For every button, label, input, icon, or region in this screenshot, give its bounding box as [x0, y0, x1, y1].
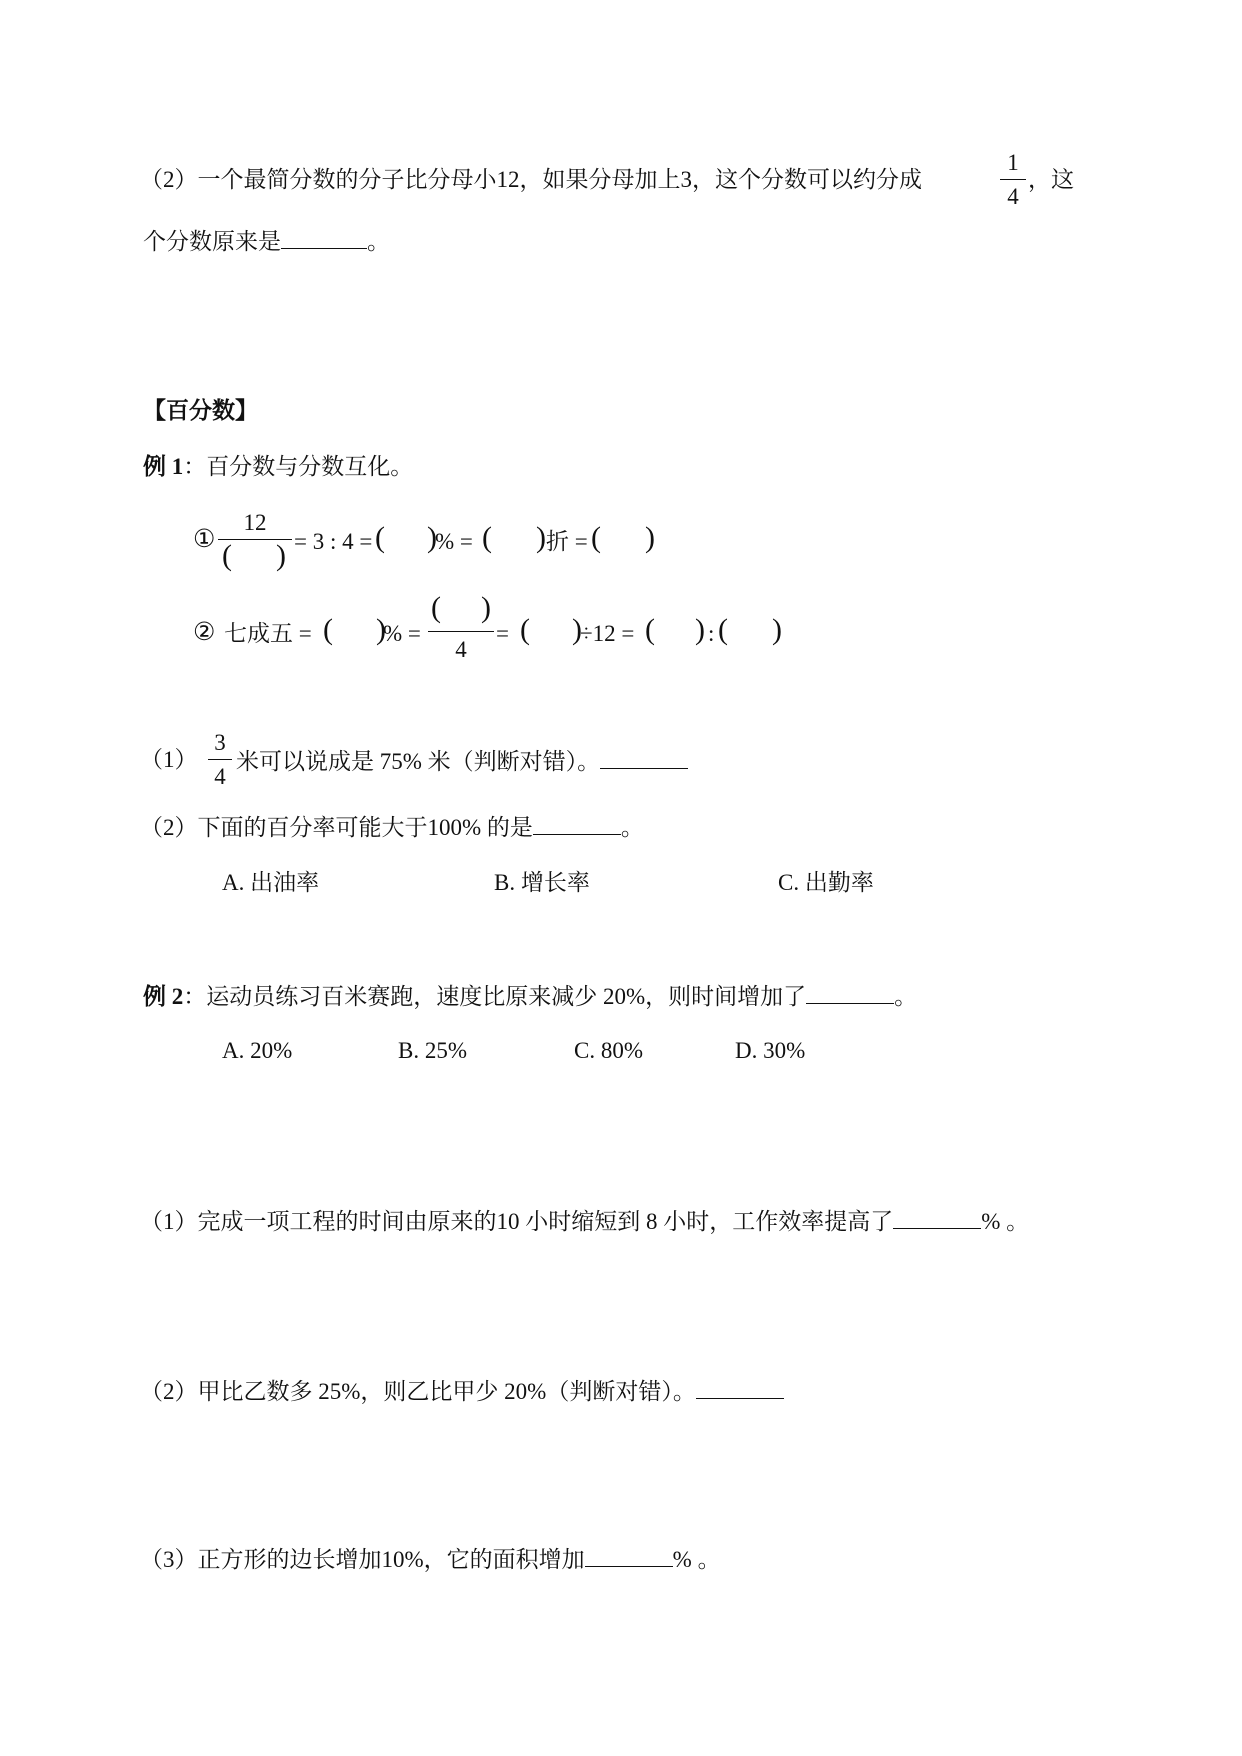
circled-one-marker: ①	[193, 526, 216, 553]
sub2-option-b[interactable]: B. 增长率	[494, 870, 590, 895]
line-end-punct: % 。	[981, 1209, 1030, 1234]
example2-option-b[interactable]: B. 25%	[398, 1038, 467, 1063]
practice3-line	[140, 1546, 721, 1571]
left-paren: (	[323, 613, 333, 646]
sub2-option-a[interactable]: A. 出油率	[222, 870, 320, 895]
example2-option-c[interactable]: C. 80%	[574, 1038, 643, 1063]
right-paren: )	[772, 613, 782, 646]
row2-qichengwu: 七成五 =	[224, 621, 312, 646]
line-end-punct: 。	[894, 984, 918, 1009]
prev-question-line2-text: 个分数原来是	[143, 229, 281, 254]
example1-label: 例 1	[143, 454, 184, 479]
right-paren: )	[695, 613, 705, 646]
right-paren: )	[427, 521, 437, 554]
fraction-denominator: 4	[1007, 184, 1019, 209]
fraction-numerator: 3	[214, 730, 226, 755]
example2-label: 例 2	[143, 984, 184, 1009]
practice3-text: （3）正方形的边长增加10%，它的面积增加	[140, 1547, 585, 1572]
fraction-denominator: 4	[455, 637, 467, 662]
left-paren: (	[718, 613, 728, 646]
example2-line	[143, 983, 917, 1008]
line-end-punct: 。	[367, 229, 390, 254]
practice2-line	[140, 1378, 784, 1403]
left-paren: (	[520, 613, 530, 646]
example2-option-a[interactable]: A. 20%	[222, 1038, 293, 1063]
left-paren: (	[431, 591, 441, 624]
answer-blank[interactable]	[585, 1546, 673, 1567]
sub1-fraction	[208, 730, 232, 790]
left-paren: (	[222, 539, 232, 572]
left-paren: (	[591, 521, 601, 554]
fraction-bar	[428, 631, 494, 632]
row1-zhe-eq: 折 =	[546, 529, 588, 554]
prev-question-fraction	[1000, 150, 1026, 210]
practice2-text: （2）甲比乙数多 25%，则乙比甲少 20%（判断对错）。	[140, 1379, 696, 1404]
right-paren: )	[536, 521, 546, 554]
prev-question-line2	[143, 228, 390, 253]
row2-colon: :	[708, 621, 715, 646]
sub1-text: 米可以说成是 75% 米（判断对错）。	[236, 749, 601, 774]
right-paren: )	[376, 613, 386, 646]
row2-eq: =	[496, 621, 509, 646]
answer-blank[interactable]	[281, 228, 367, 249]
right-paren: )	[572, 613, 582, 646]
example1-text: ：百分数与分数互化。	[183, 454, 414, 479]
row2-fraction	[428, 591, 494, 663]
right-paren: )	[276, 539, 286, 572]
circled-two-marker: ②	[193, 619, 216, 646]
sub1-line	[236, 748, 688, 773]
prev-question-text: （2）一个最简分数的分子比分母小12，如果分母加上3，这个分数可以约分成	[140, 167, 922, 192]
example1-heading	[143, 455, 413, 478]
fraction-bar	[208, 759, 232, 760]
section-title: 【百分数】	[143, 398, 258, 423]
practice1-line	[140, 1208, 1029, 1233]
answer-blank[interactable]	[893, 1208, 981, 1229]
row1-percent-eq: % =	[435, 529, 473, 554]
sub2-option-c[interactable]: C. 出勤率	[778, 870, 874, 895]
answer-blank[interactable]	[600, 748, 688, 769]
fraction-numerator: 12	[243, 510, 267, 535]
left-paren: (	[482, 521, 492, 554]
line-end-punct: 。	[620, 815, 644, 840]
row2-percent-eq: % =	[383, 621, 421, 646]
right-paren: )	[645, 521, 655, 554]
prev-question-tail: ，这	[1028, 167, 1074, 192]
answer-blank[interactable]	[696, 1378, 784, 1399]
practice1-text: （1）完成一项工程的时间由原来的10 小时缩短到 8 小时，工作效率提高了	[140, 1209, 894, 1234]
sub2-text: （2）下面的百分率可能大于100% 的是	[140, 815, 533, 840]
row2-div12: ÷12 =	[580, 621, 635, 646]
left-paren: (	[375, 521, 385, 554]
sub1-number: （1）	[140, 747, 198, 772]
example2-option-d[interactable]: D. 30%	[735, 1038, 806, 1063]
prev-question-line1	[140, 168, 922, 191]
fraction-bar	[1000, 179, 1026, 180]
sub2-line	[140, 814, 644, 839]
right-paren: )	[481, 591, 491, 624]
answer-blank[interactable]	[533, 814, 621, 835]
left-paren: (	[645, 613, 655, 646]
example2-text: ：运动员练习百米赛跑，速度比原来减少 20%，则时间增加了	[183, 984, 807, 1009]
row1-eq-ratio: = 3 : 4 =	[294, 529, 373, 554]
row1-fraction	[218, 510, 292, 576]
fraction-numerator: 1	[1007, 150, 1019, 175]
answer-blank[interactable]	[806, 983, 894, 1004]
fraction-denominator: 4	[214, 764, 226, 789]
line-end-punct: % 。	[672, 1547, 721, 1572]
